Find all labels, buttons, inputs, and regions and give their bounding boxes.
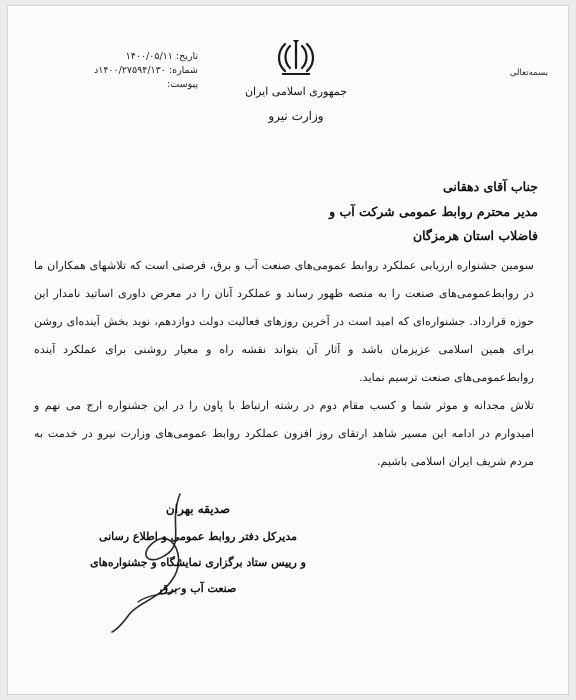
signatory-name: صدیقه بهران xyxy=(165,502,231,516)
letter-meta xyxy=(38,50,198,92)
ministry-name: وزارت نیرو xyxy=(268,109,324,123)
addressee-name: جناب آقای دهقانی xyxy=(442,179,538,194)
salutation xyxy=(288,174,538,248)
country-name: جمهوری اسلامی ایران xyxy=(244,85,348,98)
iran-emblem-icon xyxy=(274,38,318,78)
body-paragraph: تلاش مجدانه و موثر شما و کسب مقام دوم در رشته ارتباط با پاون را در این جشنواره ارج می نهم و امیدوارم در ادامه این مسیر شاهد ارتقای روز افزون عملکرد روابط عمومی‌های وزارت نیرو در خدمت به مردم شریف ایران اسلامی باشیم. xyxy=(34,399,534,468)
letter-number: شماره: ۱۴۰۰/۲۷۵۹۴/۱۳۰د xyxy=(93,65,198,76)
basmala-text: بسمه‌تعالی xyxy=(509,68,548,78)
ministry-title xyxy=(226,80,366,128)
letter-date: تاریخ: ۱۴۰۰/۰۵/۱۱ xyxy=(125,51,198,62)
signatory-title: مدیرکل دفتر روابط عمومی و اطلاع رسانی xyxy=(98,530,298,543)
letter-sheet xyxy=(8,6,568,694)
body-paragraph: سومین جشنواره ارزیابی عملکرد روابط عمومی‌های صنعت آب و برق، فرصتی است که تلاشهای همکاران ما در روابط‌عمومی‌های صنعت را به منصه ظهور رساند و عملکرد آنان را در معرض داوری اساتید نامدار این حوزه قرارداد. جشنواره‌ای که امید است در آخرین روزهای فعالیت دولت دوازدهم، نوید بخش آینده‌ای روشن برای همین اسلامی عزیزمان باشد و آثار آن بتواند نقشه راه و معیار روشنی برای عملکرد آینده روابط‌عمومی‌های صنعت ترسیم نماید. xyxy=(34,259,534,384)
letter-body xyxy=(34,252,534,476)
signatory-title-secondary: و رییس ستاد برگزاری نمایشگاه و جشنواره‌های صنعت آب و برق xyxy=(90,556,306,595)
addressee-title: مدیر محترم روابط عمومی شرکت آب و فاضلاب استان هرمزگان xyxy=(329,204,538,243)
letter-attachment: پیوست: xyxy=(167,79,198,90)
signature-block xyxy=(88,494,308,602)
